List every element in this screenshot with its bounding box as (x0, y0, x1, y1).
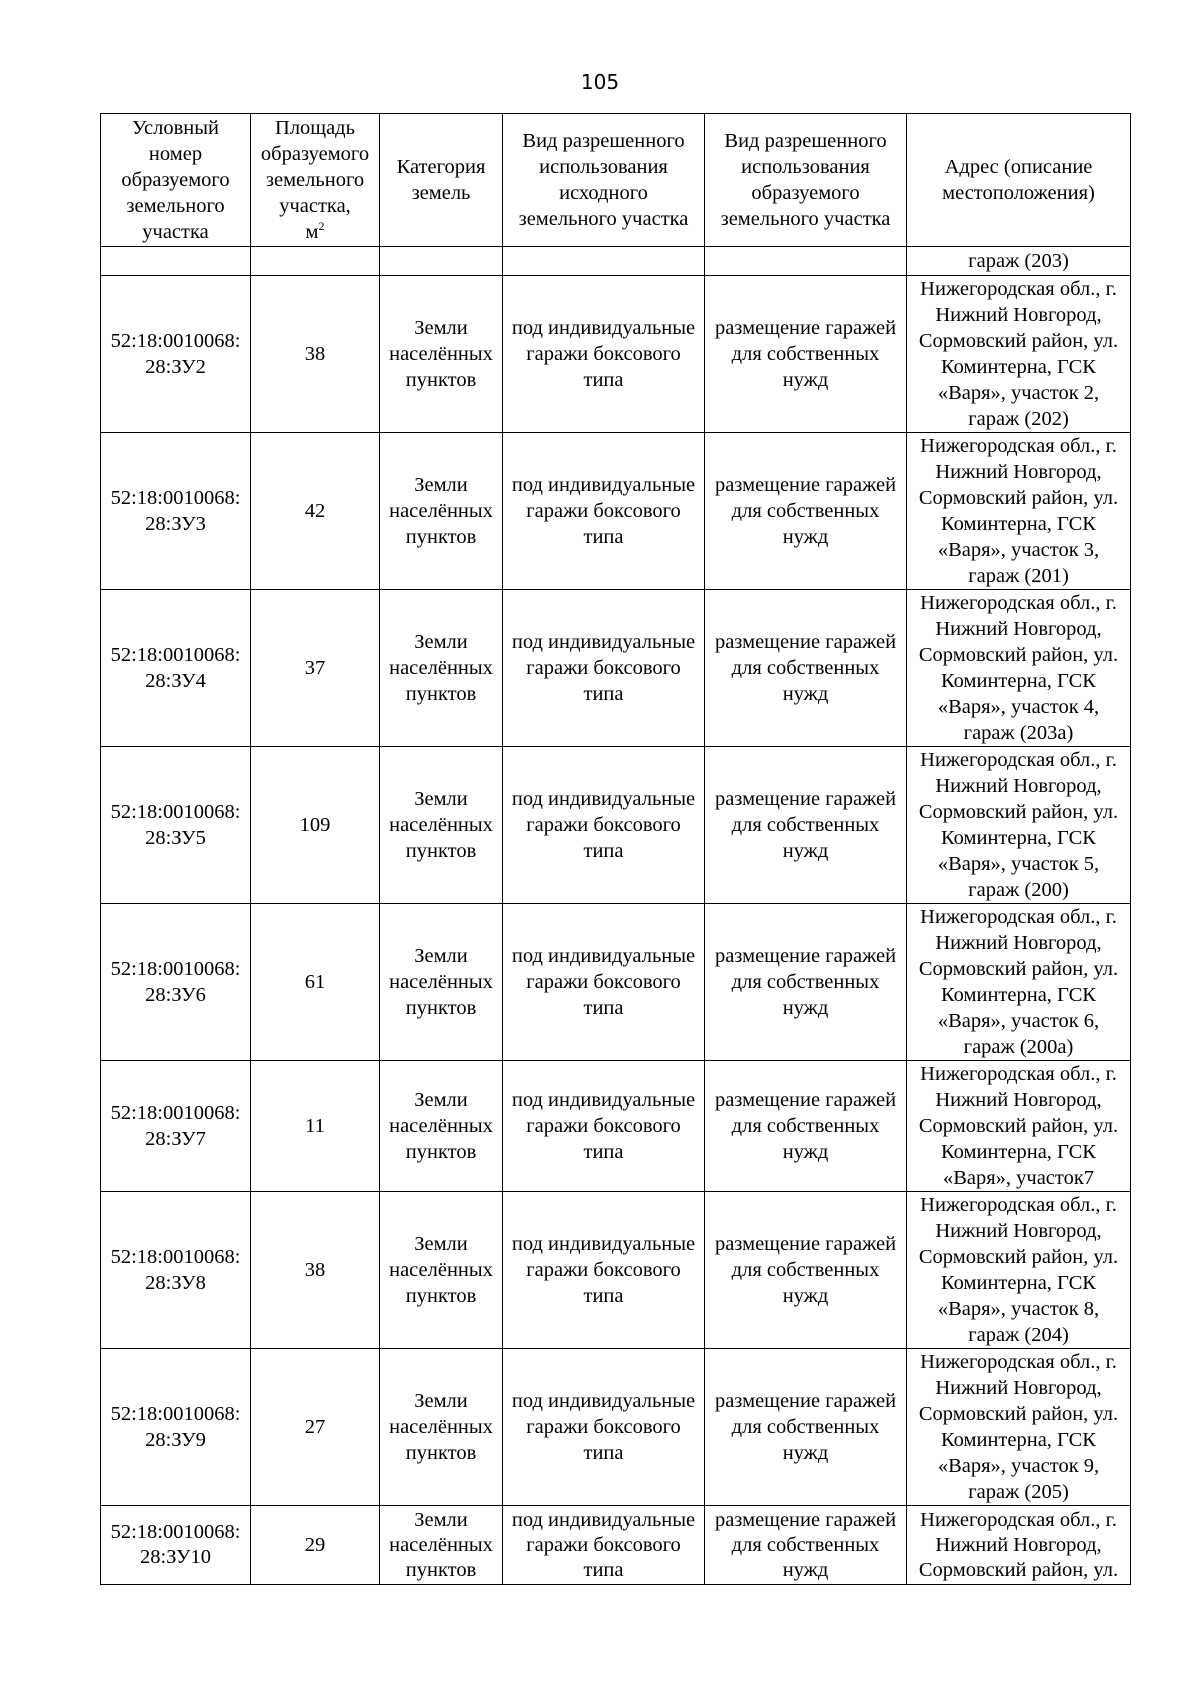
table-row (101, 433, 1131, 590)
table-row (101, 1192, 1131, 1349)
cell-use-source: под индивидуальные гаражи боксового типа (503, 590, 705, 747)
cell-use-source: под индивидуальные гаражи боксового типа (503, 904, 705, 1061)
header-area (251, 114, 380, 247)
header-land-category: Категория земель (380, 114, 503, 247)
cell-address: Нижегородская обл., г. Нижний Новгород, Сормовский район, ул. Коминтерна, ГСК «Варя», участок7 (907, 1061, 1131, 1192)
cell-area: 38 (251, 1192, 380, 1349)
cell-use-new: размещение гаражей для собственных нужд (705, 747, 907, 904)
cell-address: Нижегородская обл., г. Нижний Новгород, Сормовский район, ул. Коминтерна, ГСК «Варя», участок 9, гараж (205) (907, 1349, 1131, 1506)
cell-empty (101, 247, 251, 276)
cell-use-source: под индивидуальные гаражи боксового типа (503, 433, 705, 590)
cell-use-new: размещение гаражей для собственных нужд (705, 904, 907, 1061)
cell-use-source: под индивидуальные гаражи боксового типа (503, 276, 705, 433)
cell-area: 109 (251, 747, 380, 904)
cell-land-category: Земли населённых пунктов (380, 1192, 503, 1349)
cell-use-source: под индивидуальные гаражи боксового типа (503, 1506, 705, 1585)
cell-land-category: Земли населённых пунктов (380, 433, 503, 590)
header-plot-number: Условный номер образуемого земельного участка (101, 114, 251, 247)
cell-address: Нижегородская обл., г. Нижний Новгород, Сормовский район, ул. Коминтерна, ГСК «Варя», участок 3, гараж (201) (907, 433, 1131, 590)
cell-address: Нижегородская обл., г. Нижний Новгород, Сормовский район, ул. Коминтерна, ГСК «Варя», участок 5, гараж (200) (907, 747, 1131, 904)
cell-address: Нижегородская обл., г. Нижний Новгород, Сормовский район, ул. Коминтерна, ГСК «Варя», участок 4, гараж (203а) (907, 590, 1131, 747)
page-number: 105 (580, 70, 620, 94)
cell-land-category: Земли населённых пунктов (380, 1349, 503, 1506)
cell-use-source: под индивидуальные гаражи боксового типа (503, 1061, 705, 1192)
cell-area: 29 (251, 1506, 380, 1585)
cell-plot-number: 52:18:0010068: 28:ЗУ10 (101, 1506, 251, 1585)
cell-plot-number: 52:18:0010068: 28:ЗУ9 (101, 1349, 251, 1506)
cell-empty (705, 247, 907, 276)
cell-address: Нижегородская обл., г. Нижний Новгород, Сормовский район, ул. Коминтерна, ГСК «Варя», участок 8, гараж (204) (907, 1192, 1131, 1349)
table-row (101, 1349, 1131, 1506)
table-row (101, 1506, 1131, 1585)
cell-land-category: Земли населённых пунктов (380, 1061, 503, 1192)
cell-use-new: размещение гаражей для собственных нужд (705, 1349, 907, 1506)
table-header-row (101, 114, 1131, 247)
cell-empty (380, 247, 503, 276)
cell-use-new: размещение гаражей для собственных нужд (705, 276, 907, 433)
cell-land-category: Земли населённых пунктов (380, 590, 503, 747)
cell-area: 37 (251, 590, 380, 747)
cell-area: 11 (251, 1061, 380, 1192)
cell-land-category: Земли населённых пунктов (380, 904, 503, 1061)
cell-use-new: размещение гаражей для собственных нужд (705, 433, 907, 590)
table-row (101, 747, 1131, 904)
cell-use-source: под индивидуальные гаражи боксового типа (503, 1192, 705, 1349)
cell-land-category: Земли населённых пунктов (380, 1506, 503, 1585)
continuation-row (101, 247, 1131, 276)
cell-plot-number: 52:18:0010068: 28:ЗУ4 (101, 590, 251, 747)
land-plots-table (100, 113, 1131, 1585)
header-use-source: Вид разрешенного использования исходного земельного участка (503, 114, 705, 247)
cell-use-source: под индивидуальные гаражи боксового типа (503, 747, 705, 904)
header-address: Адрес (описание местоположения) (907, 114, 1131, 247)
cell-land-category: Земли населённых пунктов (380, 276, 503, 433)
cell-area: 61 (251, 904, 380, 1061)
cell-empty (503, 247, 705, 276)
cell-use-new: размещение гаражей для собственных нужд (705, 590, 907, 747)
cell-area: 42 (251, 433, 380, 590)
cell-address: Нижегородская обл., г. Нижний Новгород, Сормовский район, ул. Коминтерна, ГСК «Варя», участок 2, гараж (202) (907, 276, 1131, 433)
cell-area: 38 (251, 276, 380, 433)
cell-address: гараж (203) (907, 247, 1131, 276)
table-row (101, 904, 1131, 1061)
cell-land-category: Земли населённых пунктов (380, 747, 503, 904)
header-area-label: Площадь образуемого земельного участка, м (260, 117, 370, 243)
table-row (101, 590, 1131, 747)
cell-use-new: размещение гаражей для собственных нужд (705, 1192, 907, 1349)
cell-address: Нижегородская обл., г. Нижний Новгород, Сормовский район, ул. (907, 1506, 1131, 1585)
cell-plot-number: 52:18:0010068: 28:ЗУ5 (101, 747, 251, 904)
table-row (101, 276, 1131, 433)
cell-use-new: размещение гаражей для собственных нужд (705, 1061, 907, 1192)
cell-use-new: размещение гаражей для собственных нужд (705, 1506, 907, 1585)
header-area-unit-superscript: 2 (318, 219, 325, 234)
cell-plot-number: 52:18:0010068: 28:ЗУ2 (101, 276, 251, 433)
cell-plot-number: 52:18:0010068: 28:ЗУ8 (101, 1192, 251, 1349)
header-use-new: Вид разрешенного использования образуемого земельного участка (705, 114, 907, 247)
cell-area: 27 (251, 1349, 380, 1506)
cell-address: Нижегородская обл., г. Нижний Новгород, Сормовский район, ул. Коминтерна, ГСК «Варя», участок 6, гараж (200а) (907, 904, 1131, 1061)
cell-empty (251, 247, 380, 276)
cell-plot-number: 52:18:0010068: 28:ЗУ7 (101, 1061, 251, 1192)
cell-plot-number: 52:18:0010068: 28:ЗУ3 (101, 433, 251, 590)
cell-plot-number: 52:18:0010068: 28:ЗУ6 (101, 904, 251, 1061)
cell-use-source: под индивидуальные гаражи боксового типа (503, 1349, 705, 1506)
table-row (101, 1061, 1131, 1192)
